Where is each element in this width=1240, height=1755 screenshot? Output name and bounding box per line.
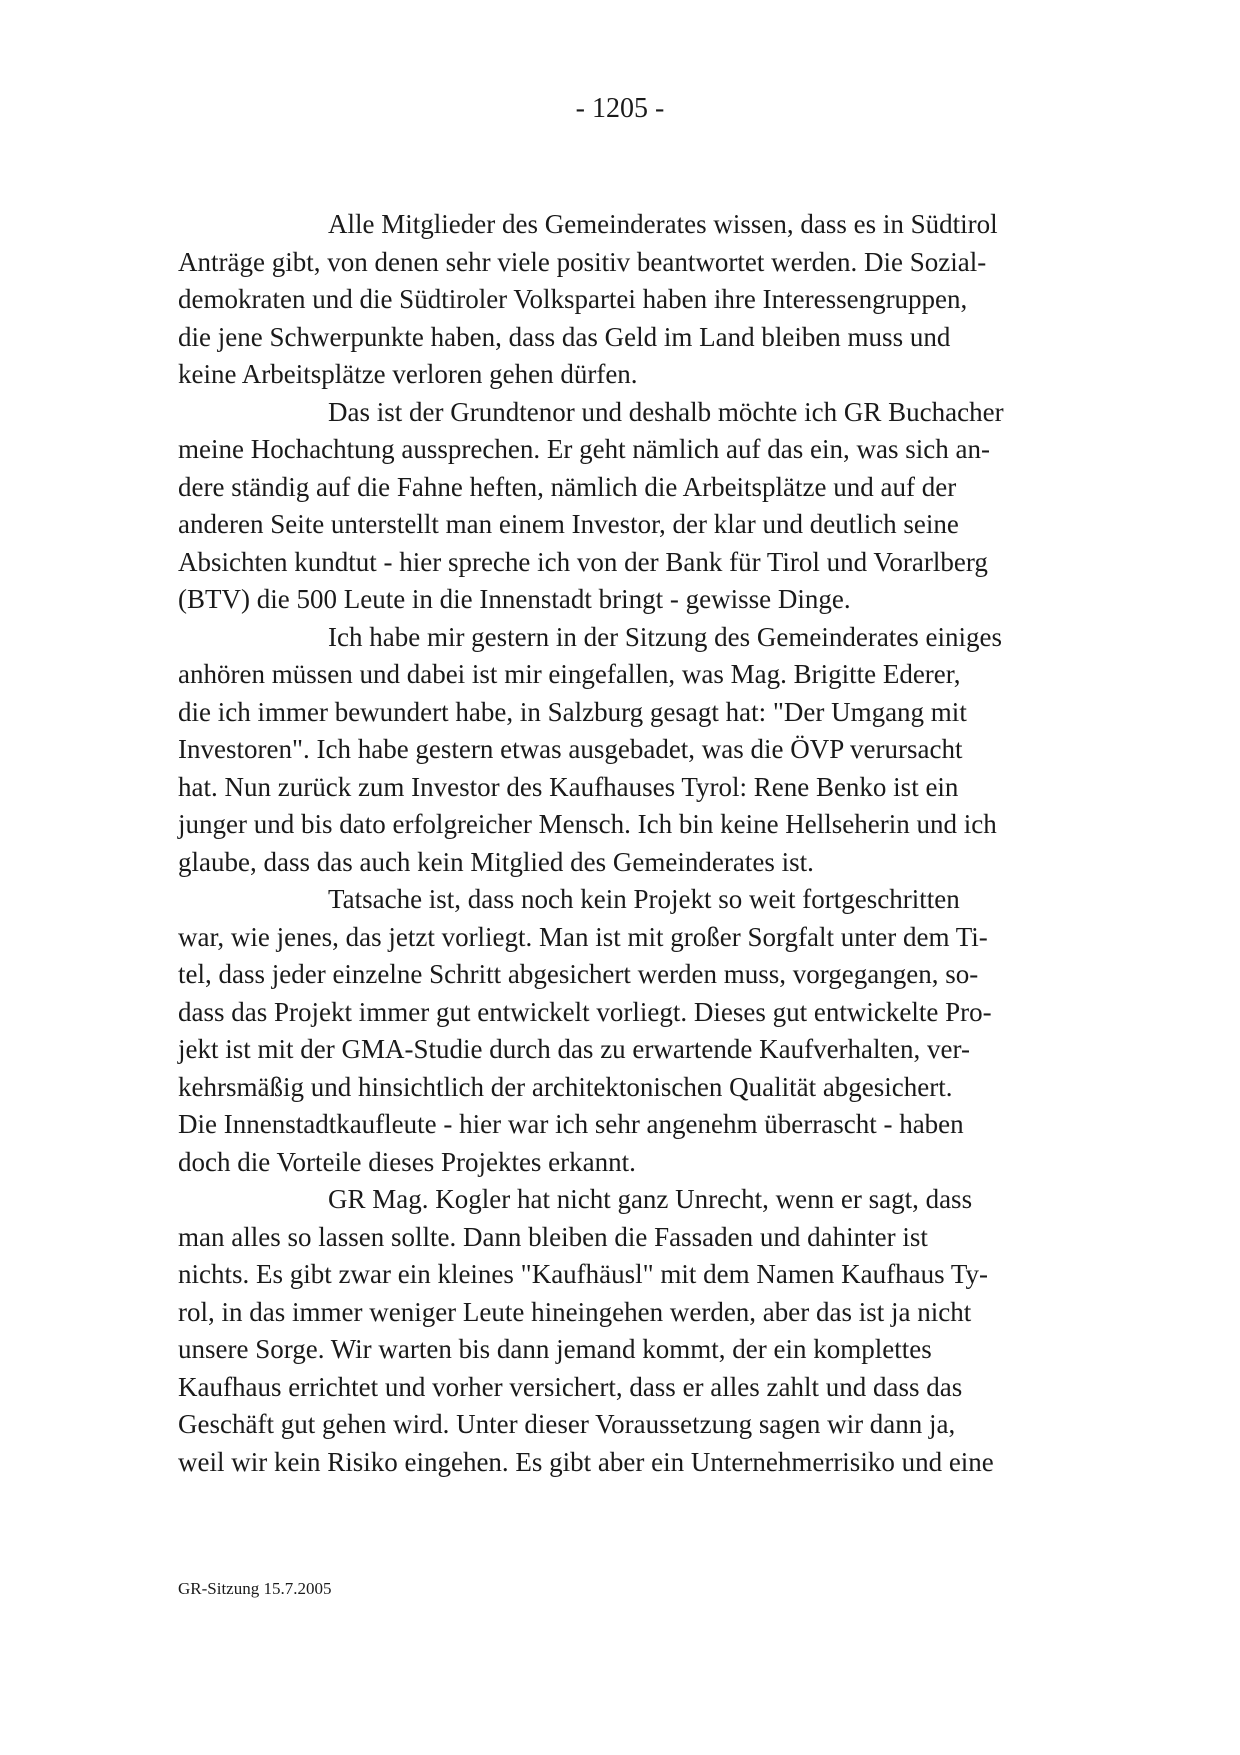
paragraph-3-line: glaube, dass das auch kein Mitglied des Gemeinderates ist. <box>178 846 814 877</box>
paragraph-3-line: hat. Nun zurück zum Investor des Kaufhauses Tyrol: Rene Benko ist ein <box>178 771 959 802</box>
paragraph-5-line: man alles so lassen sollte. Dann bleiben die Fassaden und dahinter ist <box>178 1221 928 1252</box>
paragraph-5-line: Geschäft gut gehen wird. Unter dieser Voraussetzung sagen wir dann ja, <box>178 1409 956 1439</box>
paragraph-4-line: Tatsache ist, dass noch kein Projekt so weit fortgeschritten <box>328 884 960 914</box>
paragraph-2-line: Absichten kundtut - hier spreche ich von der Bank für Tirol und Vorarlberg <box>178 546 988 577</box>
paragraph-1-line: Alle Mitglieder des Gemeinderates wissen, dass es in Südtirol <box>328 209 998 239</box>
page-number: - 1205 - <box>575 93 665 124</box>
paragraph-5-line: weil wir kein Risiko eingehen. Es gibt aber ein Unternehmerrisiko und eine <box>178 1446 994 1477</box>
paragraph-4-line: jekt ist mit der GMA-Studie durch das zu erwartende Kaufverhalten, ver- <box>178 1034 970 1064</box>
paragraph-1-line: die jene Schwerpunkte haben, dass das Geld im Land bleiben muss und <box>178 321 951 352</box>
paragraph-5-line: nichts. Es gibt zwar ein kleines "Kaufhäusl" mit dem Namen Kaufhaus Ty- <box>178 1259 988 1289</box>
paragraph-4-line: doch die Vorteile dieses Projektes erkannt. <box>178 1146 636 1177</box>
footer-session-date: GR-Sitzung 15.7.2005 <box>178 1579 332 1598</box>
paragraph-5-line: rol, in das immer weniger Leute hineingehen werden, aber das ist ja nicht <box>178 1296 972 1327</box>
paragraph-4-line: war, wie jenes, das jetzt vorliegt. Man ist mit großer Sorgfalt unter dem Ti- <box>178 921 988 952</box>
paragraph-4-line: kehrsmäßig und hinsichtlich der architektonischen Qualität abgesichert. <box>178 1071 953 1102</box>
paragraph-4-line: Die Innenstadtkaufleute - hier war ich sehr angenehm überrascht - haben <box>178 1109 964 1139</box>
paragraph-4-line: dass das Projekt immer gut entwickelt vorliegt. Dieses gut entwickelte Pro- <box>178 996 992 1027</box>
paragraph-2-line: Das ist der Grundtenor und deshalb möchte ich GR Buchacher <box>328 396 1004 427</box>
paragraph-1-line: demokraten und die Südtiroler Volkspartei haben ihre Interessengruppen, <box>178 284 968 314</box>
paragraph-3-line: die ich immer bewundert habe, in Salzburg gesagt hat: "Der Umgang mit <box>178 696 967 727</box>
paragraph-5-line: unsere Sorge. Wir warten bis dann jemand kommt, der ein komplettes <box>178 1334 932 1364</box>
paragraph-5-line: GR Mag. Kogler hat nicht ganz Unrecht, wenn er sagt, dass <box>328 1184 973 1214</box>
paragraph-2-line: (BTV) die 500 Leute in die Innenstadt bringt - gewisse Dinge. <box>178 584 851 614</box>
paragraph-2-line: meine Hochachtung aussprechen. Er geht nämlich auf das ein, was sich an- <box>178 434 990 464</box>
paragraph-1-line: keine Arbeitsplätze verloren gehen dürfen. <box>178 359 638 389</box>
body-text <box>178 206 1068 1481</box>
paragraph-3-line: Ich habe mir gestern in der Sitzung des Gemeinderates einiges <box>328 621 1003 652</box>
paragraph-3-line: Investoren". Ich habe gestern etwas ausgebadet, was die ÖVP verursacht <box>178 734 963 764</box>
paragraph-5-line: Kaufhaus errichtet und vorher versichert, dass er alles zahlt und dass das <box>178 1371 963 1402</box>
paragraph-3-line: anhören müssen und dabei ist mir eingefallen, was Mag. Brigitte Ederer, <box>178 659 961 689</box>
paragraph-2-line: dere ständig auf die Fahne heften, nämlich die Arbeitsplätze und auf der <box>178 471 957 502</box>
paragraph-4-line: tel, dass jeder einzelne Schritt abgesichert werden muss, vorgegangen, so- <box>178 959 979 989</box>
paragraph-3-line: junger und bis dato erfolgreicher Mensch. Ich bin keine Hellseherin und ich <box>178 809 997 839</box>
paragraph-2-line: anderen Seite unterstellt man einem Investor, der klar und deutlich seine <box>178 509 959 539</box>
paragraph-1-line: Anträge gibt, von denen sehr viele positiv beantwortet werden. Die Sozial- <box>178 246 987 277</box>
